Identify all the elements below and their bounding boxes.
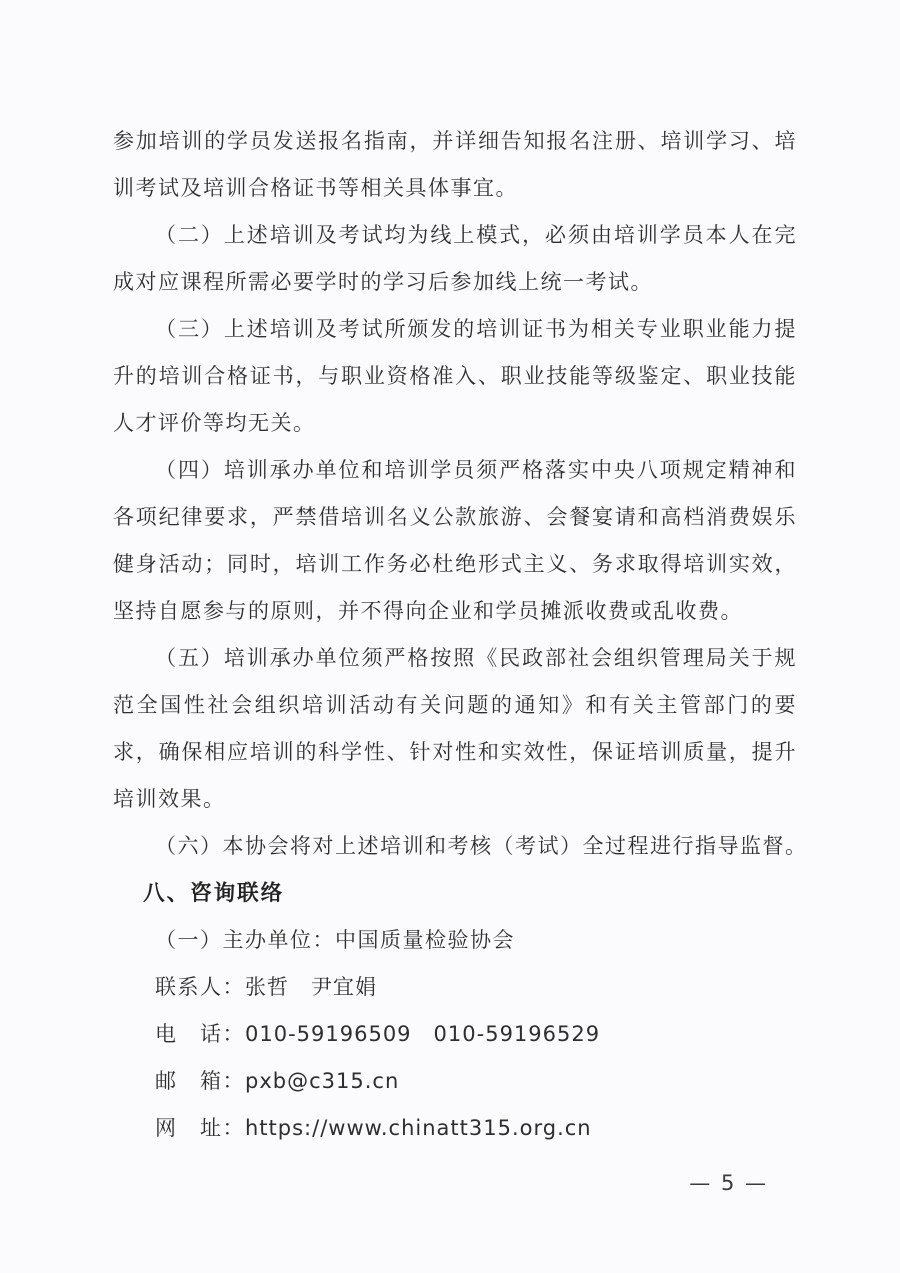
contact-website-label: 网 址： [155, 1116, 245, 1140]
contact-email-row [113, 1058, 797, 1105]
paragraph-item-3: （三）上述培训及考试所颁发的培训证书为相关专业职业能力提升的培训合格证书，与职业资格准入、职业技能等级鉴定、职业技能人才评价等均无关。 [113, 317, 797, 435]
contact-email-label: 邮 箱： [155, 1069, 245, 1093]
contact-person-row [113, 964, 797, 1011]
contact-person-value: 张哲 尹宜娟 [245, 975, 377, 999]
page-number [0, 1168, 900, 1198]
paragraph-continuation: 参加培训的学员发送报名指南，并详细告知报名注册、培训学习、培训考试及培训合格证书等相关具体事宜。 [113, 129, 797, 200]
document-body [113, 118, 808, 1152]
contact-phone-value: 010-59196509 010-59196529 [245, 1022, 601, 1046]
contact-email-value: pxb@c315.cn [245, 1069, 400, 1093]
paragraph-item-6: （六）本协会将对上述培训和考核（考试）全过程进行指导监督。 [155, 834, 808, 858]
page-number-text: — 5 — [689, 1171, 768, 1195]
contact-website-row [113, 1105, 797, 1152]
paragraph-item-2: （二）上述培训及考试均为线上模式，必须由培训学员本人在完成对应课程所需必要学时的学习后参加线上统一考试。 [113, 223, 797, 294]
organizer-line: （一）主办单位：中国质量检验协会 [155, 928, 515, 952]
contact-website-value: https://www.chinatt315.org.cn [245, 1116, 592, 1140]
section-heading-consultation: 八、咨询联络 [143, 881, 285, 906]
paragraph-item-5: （五）培训承办单位须严格按照《民政部社会组织管理局关于规范全国性社会组织培训活动有关问题的通知》和有关主管部门的要求，确保相应培训的科学性、针对性和实效性，保证培训质量，提升培训效果。 [113, 646, 797, 811]
contact-phone-label: 电 话： [155, 1022, 245, 1046]
contact-person-label: 联系人： [155, 975, 245, 999]
contact-phone-row [113, 1011, 797, 1058]
paragraph-item-4: （四）培训承办单位和培训学员须严格落实中央八项规定精神和各项纪律要求，严禁借培训名义公款旅游、会餐宴请和高档消费娱乐健身活动；同时，培训工作务必杜绝形式主义、务求取得培训实效，坚持自愿参与的原则，并不得向企业和学员摊派收费或乱收费。 [113, 458, 797, 623]
